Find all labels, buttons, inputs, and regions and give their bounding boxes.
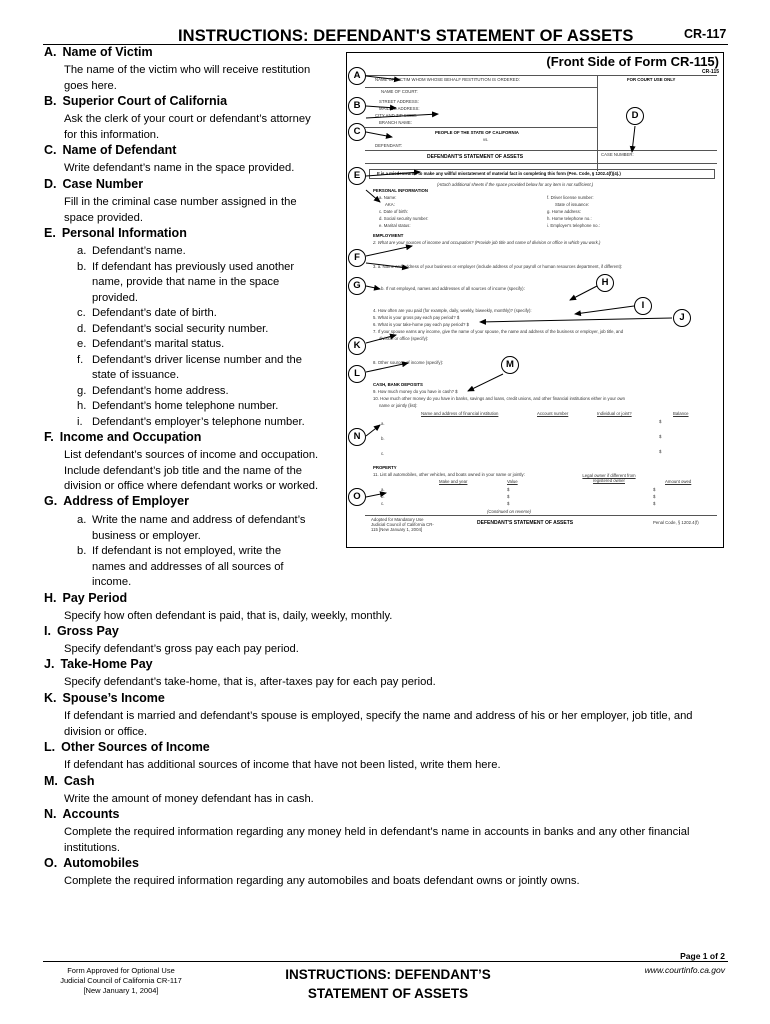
section-title: Take-Home Pay [60, 657, 153, 671]
mini-veh-a: a. [381, 487, 385, 492]
mini-p-f: f. Driver license number: [547, 195, 594, 200]
callout-j: J [673, 309, 691, 327]
footer-rule [43, 961, 728, 962]
mini-acct-b: b. [381, 436, 385, 441]
section-title: Pay Period [62, 591, 128, 605]
section-heading [44, 430, 201, 444]
mini-veh-b: b. [381, 494, 385, 499]
footer-approval [46, 966, 196, 996]
item-text: Write the name and address of defendant’s [92, 514, 306, 526]
mini-p-c: c. Date of birth: [379, 209, 409, 214]
section-text: Specify defendant’s gross pay each pay period. [64, 643, 299, 655]
item-label: b. [77, 545, 87, 557]
mini-q10b: name or jointly (list): [379, 403, 418, 408]
mini-q2: 2. What are your sources of income and occupation? (Provide job title and name of division or office in which you work.) [373, 240, 601, 245]
item-text: name, provide that name in the space [92, 276, 280, 288]
mini-cash: CASH, BANK DEPOSITS [373, 382, 423, 387]
section-letter: G. [44, 494, 58, 508]
mini-q4: 4. How often are you paid (for example, daily, weekly, biweekly, monthly)? (specify): [373, 308, 532, 313]
callout-e: E [348, 167, 366, 185]
item-label: g. [77, 384, 87, 397]
section-text: Write defendant’s name in the space provided. [64, 162, 295, 174]
section-title: Gross Pay [56, 624, 119, 638]
mini-form-number: CR-115 [702, 69, 719, 75]
item-text: state of issuance. [92, 369, 180, 381]
mini-col-inst: Name and address of financial institution [421, 411, 499, 416]
mini-mailing: MAILING ADDRESS: [379, 106, 420, 111]
item-text: If defendant has previously used another [92, 260, 295, 273]
callout-a: A [348, 67, 366, 85]
item-text: business or employer. [92, 529, 201, 542]
section-letter: K. [44, 691, 57, 705]
section-heading [44, 94, 227, 108]
mini-street: STREET ADDRESS: [379, 99, 419, 104]
mini-statement-title: DEFENDANT'S STATEMENT OF ASSETS [427, 154, 524, 160]
section-heading [44, 657, 153, 671]
section-heading [44, 740, 210, 754]
mini-val-b: $ [507, 494, 510, 499]
callout-c: C [348, 123, 366, 141]
section-text: division or office. [64, 725, 148, 738]
section-title: Spouse’s Income [62, 691, 165, 705]
callout-n: N [348, 428, 366, 446]
section-letter: I. [44, 624, 51, 638]
mini-val-a: $ [507, 487, 510, 492]
section-title: Name of Victim [62, 45, 153, 59]
section-text: goes here. [64, 79, 117, 92]
mini-foot-center: DEFENDANT'S STATEMENT OF ASSETS [477, 520, 574, 526]
mini-p-a: a. Name: [379, 195, 397, 200]
section-text: Specify how often defendant is paid, that is, daily, weekly, monthly. [64, 610, 393, 622]
section-heading [44, 774, 94, 788]
section-text: Specify defendant’s take-home, that is, after-taxes pay for each pay period. [64, 676, 436, 688]
footer-title-line: INSTRUCTIONS: DEFENDANT’S [285, 967, 491, 982]
section-letter: E. [44, 226, 56, 240]
section-text: Include defendant’s job title and the name of the [64, 464, 303, 477]
mini-foot-right: Penal Code, § 1202.4(f) [653, 520, 699, 525]
mini-defendant: DEFENDANT: [375, 143, 402, 148]
section-heading [44, 624, 119, 638]
section-title: Superior Court of California [62, 94, 228, 108]
mini-p-g: g. Home address: [547, 209, 581, 214]
section-heading [44, 691, 165, 705]
section-title: Automobiles [63, 856, 139, 870]
footer-title-line: STATEMENT OF ASSETS [307, 986, 469, 1001]
section-text: Complete the required information regarding any automobiles and boats defendant owns or jointly owns. [64, 875, 580, 887]
mini-col-make: Make and year [439, 479, 468, 484]
mini-col-owed: Amount owed [665, 479, 692, 484]
mini-owed-a: $ [653, 487, 656, 492]
mini-col-bal: Balance [673, 411, 689, 416]
mini-foot-left: Adopted for Mandatory Use Judicial Council of California CR-115 [New January 1, 2004] [371, 517, 434, 532]
mini-bal-b: $ [659, 434, 662, 439]
section-letter: O. [44, 856, 58, 870]
mini-col-legal: Legal owner if different from registered owner [582, 473, 636, 483]
callout-d: D [626, 107, 644, 125]
item-label: e. [77, 338, 87, 350]
item-label: c. [77, 307, 86, 319]
item-text: Defendant’s home telephone number. [92, 400, 279, 412]
section-text: The name of the victim who will receive restitution [64, 64, 311, 76]
section-title: Accounts [62, 807, 120, 821]
mini-col-value: Value [507, 479, 518, 484]
section-title: Name of Defendant [62, 143, 177, 157]
callout-l: L [348, 365, 366, 383]
section-title: Income and Occupation [59, 430, 202, 444]
callout-m: M [501, 356, 519, 374]
mini-p-d: d. Social security number: [379, 216, 429, 221]
mini-people: PEOPLE OF THE STATE OF CALIFORNIA [435, 130, 519, 135]
form-number: CR-117 [684, 27, 727, 41]
section-text: division or office where defendant works or worked. [64, 480, 319, 492]
mini-col-ind: Individual or joint? [597, 411, 632, 416]
mini-vs: vs. [483, 137, 489, 142]
footer-url[interactable]: www.courtinfo.ca.gov [644, 965, 725, 975]
callout-h: H [596, 274, 614, 292]
callout-b: B [348, 97, 366, 115]
page-number: Page 1 of 2 [680, 951, 725, 961]
mini-q8: 8. Other sources of income (specify): [373, 360, 444, 365]
section-letter: C. [44, 143, 57, 157]
item-text: Defendant’s date of birth. [92, 307, 217, 319]
mini-p-i: i. Employer's telephone no.: [547, 223, 600, 228]
section-text: Fill in the criminal case number assigned in the [64, 196, 297, 208]
section-text: List defendant’s sources of income and occupation. [64, 449, 319, 461]
mini-warning: It is a misdemeanor to make any willful misstatement of material fact in completing this form (Pen. Code, § 1202.4(f)(4).) [377, 171, 621, 176]
section-heading [44, 856, 139, 870]
mini-q9: 9. How much money do you have in cash? $ [373, 389, 458, 394]
section-text: institutions. [64, 841, 120, 854]
section-letter: A. [44, 45, 57, 59]
mini-victim-label: NAME OF VICTIM WHOM WHOSE BEHALF RESTITUTION IS ORDERED: [375, 77, 520, 82]
item-label: b. [77, 260, 87, 273]
item-label: a. [77, 245, 87, 257]
mini-form-title: (Front Side of Form CR-115) [546, 54, 719, 69]
form-cr115-preview [346, 52, 724, 548]
callout-o: O [348, 488, 366, 506]
mini-q11: 11. List all automobiles, other vehicles, and boats owned in your name or jointly: [373, 472, 525, 477]
section-letter: D. [44, 177, 57, 191]
mini-q5: 5. What is your gross pay each pay period? $ [373, 315, 460, 320]
section-title: Case Number [62, 177, 144, 191]
item-text: Defendant’s home address. [92, 384, 229, 397]
section-text: space provided. [64, 211, 143, 224]
item-label: i. [77, 415, 83, 428]
mini-p-aka: AKA: [385, 202, 395, 207]
item-label: a. [77, 514, 87, 526]
item-text: Defendant’s social security number. [92, 322, 269, 335]
section-text: Ask the clerk of your court or defendant’s attorney [64, 113, 311, 125]
mini-p-h: h. Home telephone no.: [547, 216, 592, 221]
callout-i: I [634, 297, 652, 315]
callout-k: K [348, 337, 366, 355]
section-title: Other Sources of Income [61, 740, 210, 754]
item-text: provided. [92, 291, 139, 304]
section-heading [44, 45, 153, 59]
item-text: Defendant’s driver license number and the [92, 353, 302, 366]
mini-branch: BRANCH NAME: [379, 120, 412, 125]
mini-case-number: CASE NUMBER: [601, 152, 634, 157]
mini-q3a: 3. a. Name and address of your business or employer (include address of your payroll or human resources department, if different): [373, 264, 623, 269]
section-letter: J. [44, 657, 55, 671]
section-heading [44, 226, 187, 240]
mini-q3b: b. If not employed, names and addresses of all sources of income (specify): [381, 286, 525, 291]
mini-continued: (Continued on reverse) [487, 509, 531, 514]
section-heading [44, 177, 143, 191]
item-text: Defendant’s marital status. [92, 338, 225, 350]
section-letter: F. [44, 430, 54, 444]
callout-f: F [348, 249, 366, 267]
mini-q6: 6. What is your take-home pay each pay period? $ [373, 322, 470, 327]
mini-bal-c: $ [659, 449, 662, 454]
mini-property: PROPERTY [373, 465, 397, 470]
section-title: Address of Employer [63, 494, 189, 508]
footer-title [268, 965, 508, 1003]
mini-owed-b: $ [653, 494, 656, 499]
mini-val-c: $ [507, 501, 510, 506]
mini-veh-c: c. [381, 501, 385, 506]
mini-attach-note: (Attach additional sheets if the space provided below for any item is not sufficient.) [437, 182, 594, 187]
section-letter: M. [44, 774, 58, 788]
mini-employment: EMPLOYMENT [373, 233, 404, 238]
item-text: names and addresses of all sources of [92, 560, 284, 573]
item-label: f. [77, 353, 84, 366]
mini-acct-a: a. [381, 421, 385, 426]
mini-p-e: e. Marital status: [379, 223, 411, 228]
section-letter: B. [44, 94, 57, 108]
mini-city: CITY AND ZIP CODE: [375, 113, 418, 118]
footer-approval-line: Judicial Council of California CR-117 [60, 976, 182, 985]
page-title: INSTRUCTIONS: DEFENDANT'S STATEMENT OF ASSETS [178, 27, 634, 45]
section-letter: H. [44, 591, 57, 605]
section-heading [44, 494, 189, 508]
callout-g: G [348, 277, 366, 295]
section-letter: L. [44, 740, 56, 754]
section-text: Complete the required information regarding any money held in defendant’s name in accounts in banks and any other financial [64, 826, 690, 838]
item-text: Defendant’s name. [92, 245, 186, 257]
section-text: Write the amount of money defendant has in cash. [64, 793, 314, 805]
item-label: h. [77, 400, 87, 412]
section-text: If defendant has additional sources of income that have not been listed, write them here. [64, 759, 501, 771]
section-heading [44, 591, 127, 605]
mini-q7: 7. If your spouse earns any income, give the name of your spouse, the name and address of the business or employer, job title, and [373, 329, 624, 334]
mini-court-use-label: FOR COURT USE ONLY [627, 77, 676, 82]
section-letter: N. [44, 807, 57, 821]
footer-approval-line: Form Approved for Optional Use [67, 966, 175, 975]
mini-bal-a: $ [659, 419, 662, 424]
section-heading [44, 143, 176, 157]
item-text: income. [92, 576, 132, 588]
mini-q10: 10. How much other money do you have in banks, savings and loans, credit unions, and other financial institutions either in your own [373, 396, 625, 401]
mini-owed-c: $ [653, 501, 656, 506]
section-title: Cash [63, 774, 95, 788]
section-title: Personal Information [61, 226, 187, 240]
item-text: Defendant’s employer’s telephone number. [92, 415, 305, 428]
mini-acct-c: c. [381, 451, 385, 456]
mini-col-acct: Account number [537, 411, 569, 416]
section-heading [44, 807, 119, 821]
item-text: If defendant is not employed, write the [92, 545, 282, 557]
mini-q7b: division or office (specify): [379, 336, 429, 341]
mini-court-name: NAME OF COURT: [381, 89, 418, 94]
footer-approval-line: [New January 1, 2004] [83, 986, 159, 995]
section-text: for this information. [64, 128, 160, 141]
mini-personal: PERSONAL INFORMATION [373, 188, 428, 193]
item-label: d. [77, 322, 87, 335]
mini-p-f2: State of issuance: [555, 202, 590, 207]
section-text: If defendant is married and defendant’s spouse is employed, specify the name and address of his or her employer, job title, and [64, 710, 693, 722]
